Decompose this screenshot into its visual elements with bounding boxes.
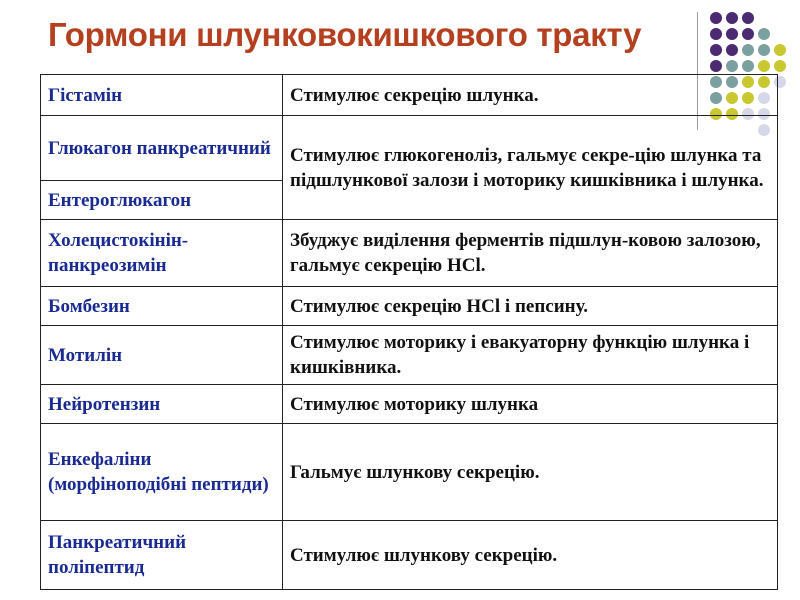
- hormone-name-cell: Нейротензин: [41, 385, 283, 424]
- hormone-name-cell: Ентероглюкагон: [41, 181, 283, 220]
- decor-dot: [758, 28, 770, 40]
- hormone-name-cell: Панкреатичний поліпептид: [41, 521, 283, 590]
- decor-dot: [742, 60, 754, 72]
- decor-dot: [758, 44, 770, 56]
- hormone-name-cell: Холецистокінін-панкреозимін: [41, 220, 283, 287]
- hormones-table: [40, 74, 778, 590]
- decor-dot: [742, 44, 754, 56]
- hormone-name-cell: Енкефаліни (морфіноподібні пептиди): [41, 424, 283, 521]
- hormone-name-cell: Глюкагон панкреатичний: [41, 116, 283, 181]
- hormone-effect-cell: Стимулює глюкогеноліз, гальмує секре-цію шлунка та підшлункової залози і моторику кишківника і шлунка.: [283, 116, 778, 220]
- table-row: [41, 116, 778, 181]
- table-row: [41, 521, 778, 590]
- hormone-effect-cell: Стимулює шлункову секрецію.: [283, 521, 778, 590]
- hormone-effect-cell: Збуджує виділення ферментів підшлун-ковою залозою, гальмує секрецію HCl.: [283, 220, 778, 287]
- decor-dot: [710, 28, 722, 40]
- table-row: [41, 326, 778, 385]
- decor-dot: [726, 12, 738, 24]
- decor-dot: [758, 60, 770, 72]
- table-row: [41, 424, 778, 521]
- hormone-name-cell: Гістамін: [41, 75, 283, 116]
- hormone-effect-cell: Гальмує шлункову секрецію.: [283, 424, 778, 521]
- table-row: [41, 287, 778, 326]
- hormone-name-cell: Мотилін: [41, 326, 283, 385]
- decor-dot: [726, 28, 738, 40]
- decor-dot: [742, 28, 754, 40]
- table-row: [41, 385, 778, 424]
- decor-dot: [726, 60, 738, 72]
- hormone-effect-cell: Стимулює секрецію HCl і пепсину.: [283, 287, 778, 326]
- table-row: [41, 75, 778, 116]
- decor-dot: [726, 44, 738, 56]
- hormone-effect-cell: Стимулює моторику і евакуаторну функцію шлунка і кишківника.: [283, 326, 778, 385]
- hormone-effect-cell: Стимулює секрецію шлунка.: [283, 75, 778, 116]
- decor-dot: [774, 44, 786, 56]
- slide-title: Гормони шлунковокишкового тракту: [48, 16, 642, 53]
- decor-dot: [710, 44, 722, 56]
- hormone-name-cell: Бомбезин: [41, 287, 283, 326]
- decor-dot: [774, 60, 786, 72]
- decor-dot: [710, 60, 722, 72]
- table-row: [41, 220, 778, 287]
- decor-dot: [742, 12, 754, 24]
- hormone-effect-cell: Стимулює моторику шлунка: [283, 385, 778, 424]
- decor-dot: [710, 12, 722, 24]
